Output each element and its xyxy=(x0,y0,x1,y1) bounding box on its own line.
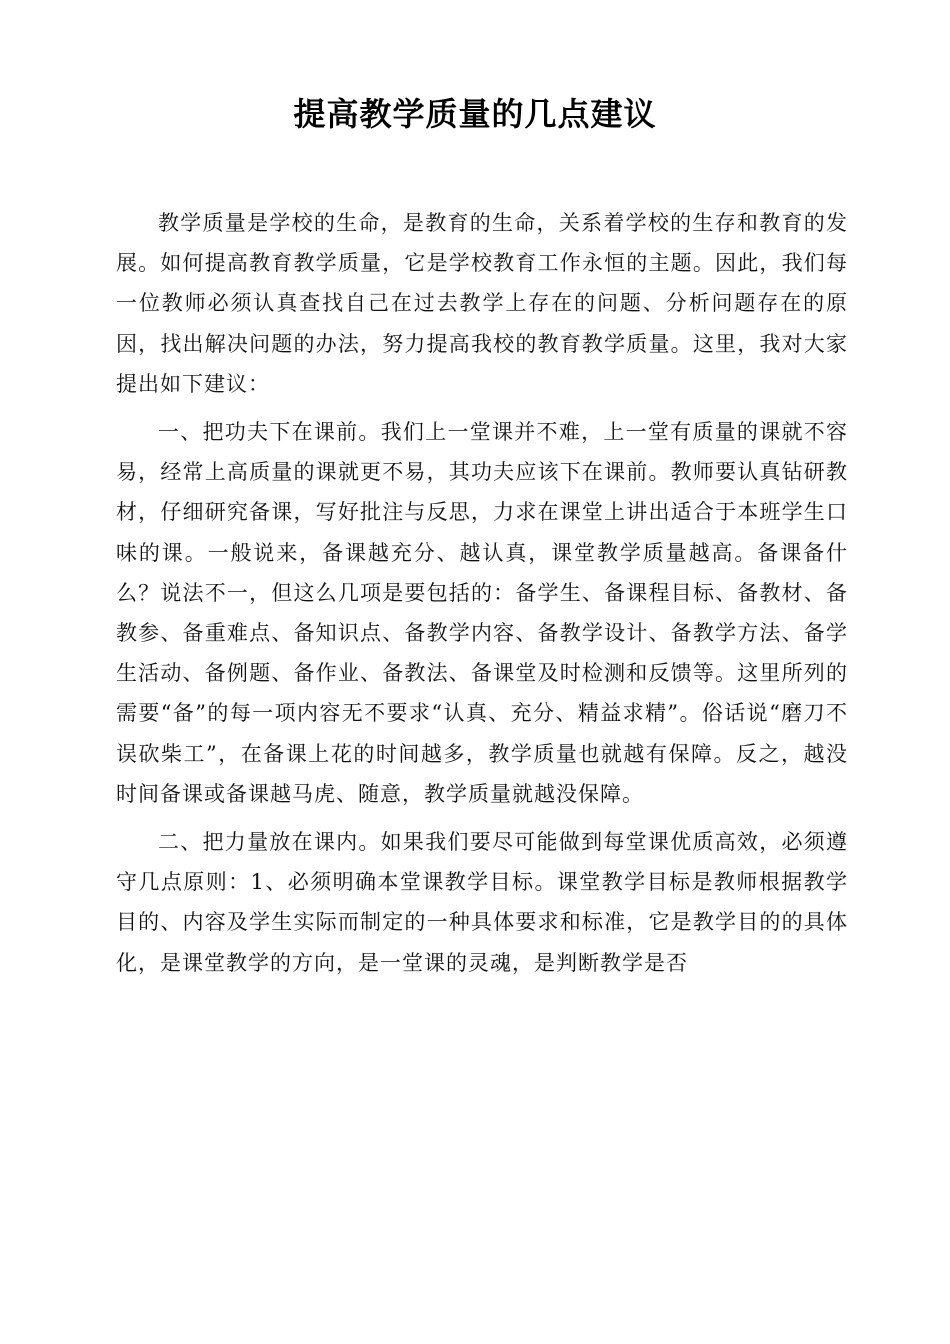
document-title: 提高教学质量的几点建议 xyxy=(293,95,657,133)
paragraph-point-one: 一、把功夫下在课前。我们上一堂课并不难，上一堂有质量的课就不容易，经常上高质量的课就更不易，其功夫应该下在课前。教师要认真钻研教材，仔细研究备课，写好批注与反思，力求在课堂上讲出适合于本班学生口味的课。一般说来，备课越充分、越认真，课堂教学质量越高。备课备什么？说法不一，但这么几项是要包括的：备学生、备课程目标、备教材、备教参、备重难点、备知识点、备教学内容、备教学设计、备教学方法、备学生活动、备例题、备作业、备教法、备课堂及时检测和反馈等。这里所列的需要“备”的每一项内容无不要求“认真、充分、精益求精”。俗话说“磨刀不误砍柴工”，在备课上花的时间越多，教学质量也就越有保障。反之，越没时间备课或备课越马虎、随意，教学质量就越没保障。 xyxy=(116,420,848,806)
paragraph-point-two: 二、把力量放在课内。如果我们要尽可能做到每堂课优质高效，必须遵守几点原则：1、必须明确本堂课教学目标。课堂教学目标是教师根据教学目的、内容及学生实际而制定的一种具体要求和标准，它是教学目的的具体化，是课堂教学的方向，是一堂课的灵魂，是判断教学是否 xyxy=(116,830,848,975)
document-body xyxy=(116,203,848,991)
paragraph-intro: 教学质量是学校的生命，是教育的生命，关系着学校的生存和教育的发展。如何提高教育教学质量，它是学校教育工作永恒的主题。因此，我们每一位教师必须认真查找自己在过去教学上存在的问题、分析问题存在的原因，找出解决问题的办法，努力提高我校的教育教学质量。这里，我对大家提出如下建议： xyxy=(116,211,848,396)
